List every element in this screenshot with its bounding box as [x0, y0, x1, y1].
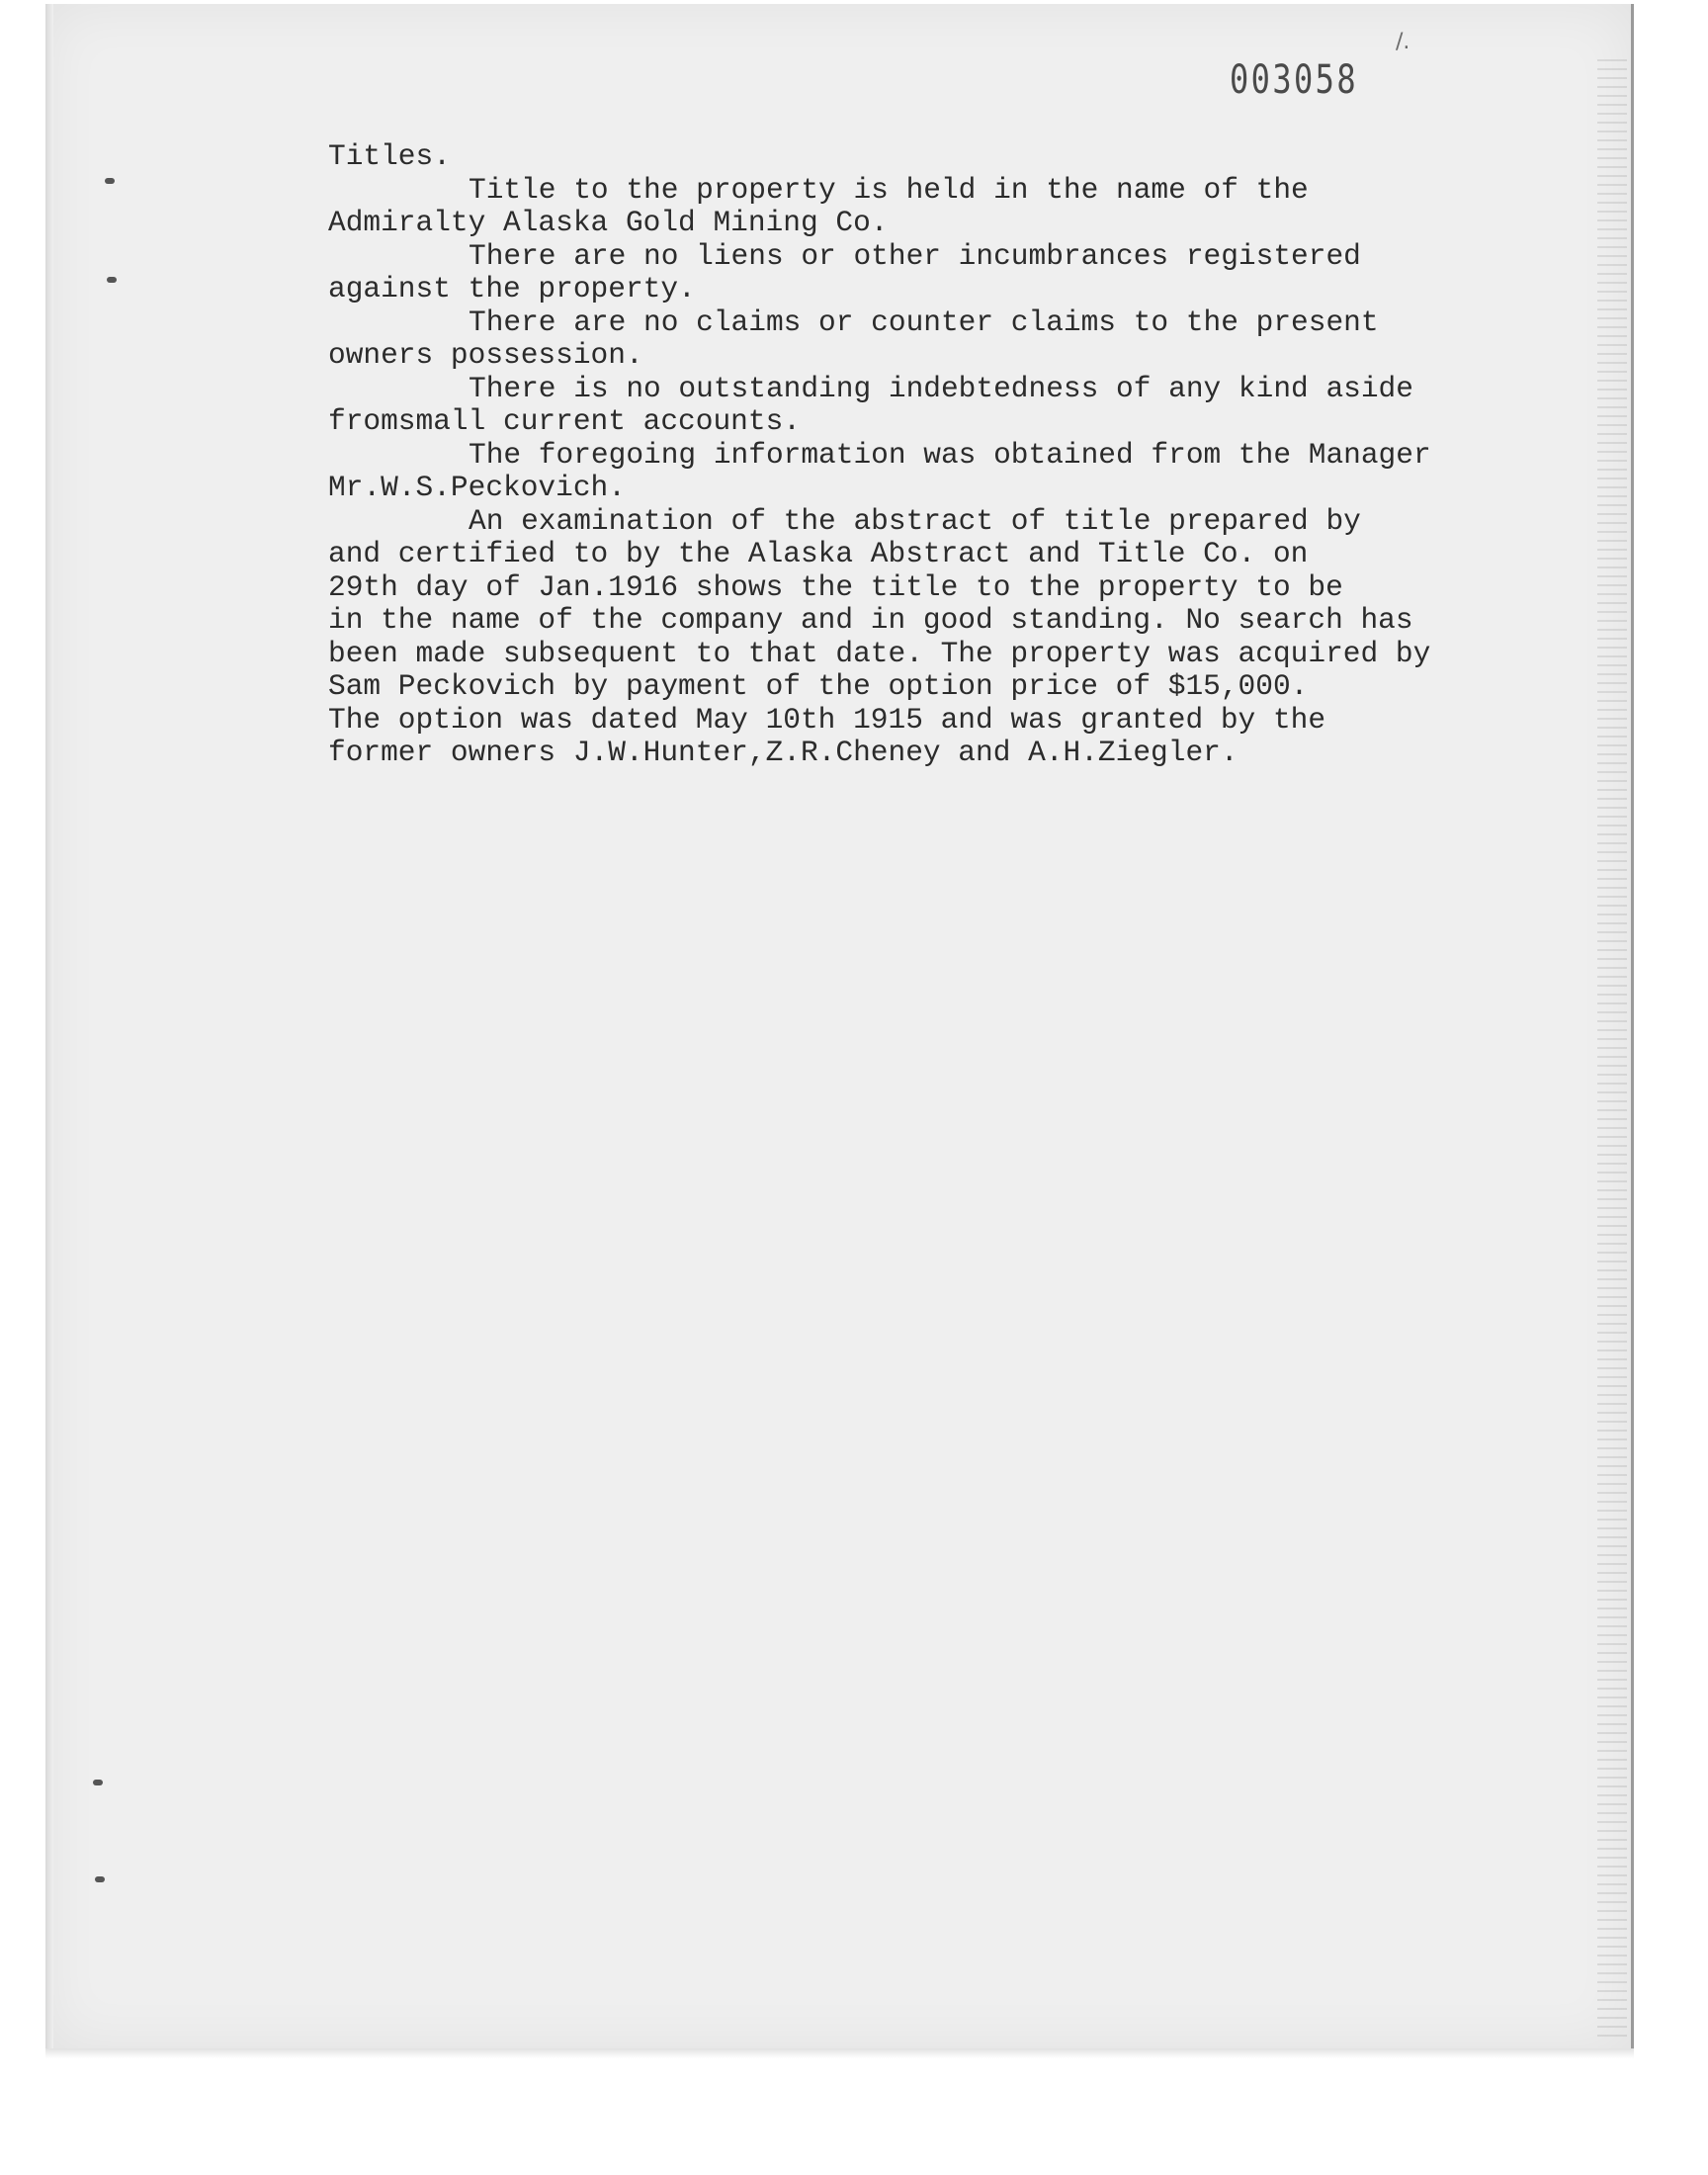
text-line: fromsmall current accounts.: [328, 404, 801, 438]
text-line: Mr.W.S.Peckovich.: [328, 471, 626, 504]
text-line: There are no liens or other incumbrances registered: [469, 238, 1361, 273]
text-line: There is no outstanding indebtedness of any kind aside: [469, 371, 1413, 405]
sheet-left-edge: [45, 4, 53, 2048]
text-line: The option was dated May 10th 1915 and was granted by the: [328, 702, 1326, 737]
margin-tick-mark: /.: [1396, 30, 1410, 54]
text-line: 29th day of Jan.1916 shows the title to the property to be: [328, 569, 1343, 604]
document-number: 003058: [1230, 57, 1358, 103]
binding-mark: [105, 178, 115, 184]
text-line: Admiralty Alaska Gold Mining Co.: [328, 206, 889, 239]
binding-mark: [107, 277, 117, 283]
text-line: There are no claims or counter claims to the present: [469, 304, 1379, 339]
document-body: [328, 140, 1613, 770]
text-line: and certified to by the Alaska Abstract and Title Co. on: [328, 537, 1309, 570]
sheet-bottom-edge: [45, 2048, 1634, 2058]
text-line: Sam Peckovich by payment of the option price of $15,000.: [328, 669, 1309, 703]
text-line: owners possession.: [328, 338, 643, 372]
text-line: against the property.: [328, 272, 696, 305]
text-line: An examination of the abstract of title prepared by: [469, 503, 1361, 538]
binding-mark: [95, 1876, 105, 1882]
text-line: in the name of the company and in good standing. No search has: [328, 603, 1413, 637]
text-line: The foregoing information was obtained from the Manager: [469, 437, 1431, 472]
text-line: Title to the property is held in the name of the: [469, 172, 1309, 207]
section-heading: Titles.: [328, 139, 451, 173]
text-line: been made subsequent to that date. The property was acquired by: [328, 636, 1431, 670]
text-line: former owners J.W.Hunter,Z.R.Cheney and A.H.Ziegler.: [328, 736, 1238, 769]
binding-mark: [93, 1780, 103, 1785]
